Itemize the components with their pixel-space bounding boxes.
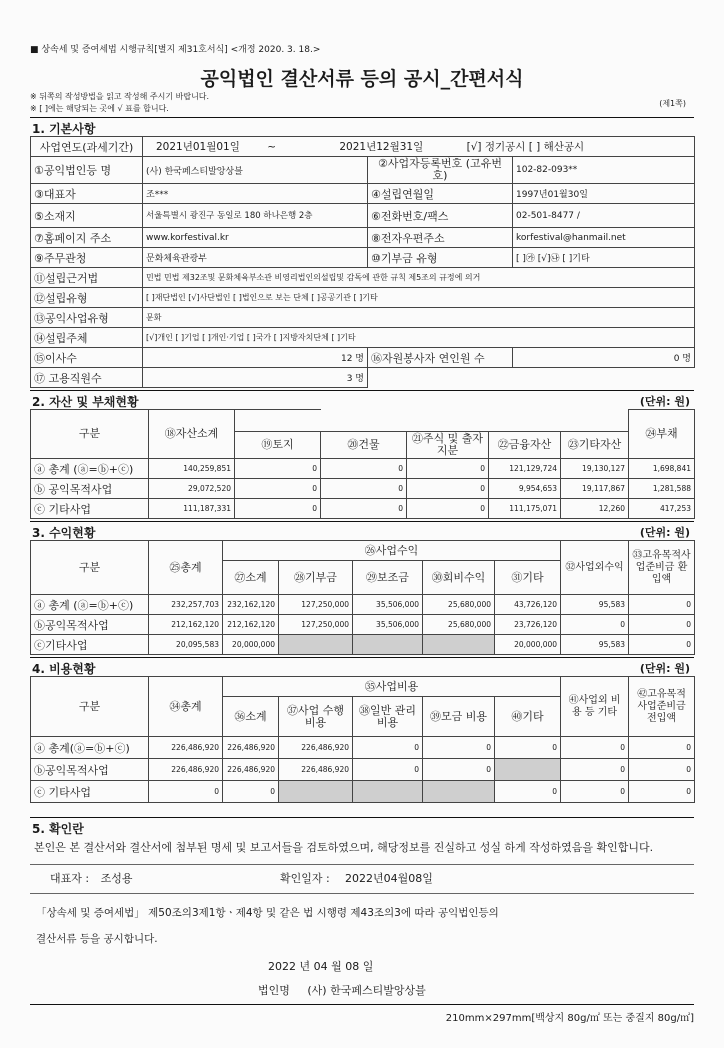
value-cell: 95,583 [561, 635, 629, 655]
section-expense [30, 657, 694, 676]
value-cell: 43,726,120 [495, 595, 561, 615]
assets-table [30, 409, 695, 519]
assets-unit: (단위: 원) [639, 395, 690, 408]
rep-name: 조성용 [100, 872, 133, 885]
rep-value: 조*** [143, 184, 368, 204]
finance-header: ㉒금융자산 [489, 432, 561, 459]
page-number: (제1쪽) [659, 99, 686, 108]
rep-label: ③대표자 [31, 184, 143, 204]
value-cell: 0 [629, 615, 695, 635]
blank-cell [368, 368, 513, 388]
biz-expense-header: ㉟사업비용 [223, 677, 561, 697]
income-gubun-header: 구분 [31, 541, 149, 595]
value-cell: 25,680,000 [423, 595, 495, 615]
value-cell: 29,072,520 [149, 479, 235, 499]
value-cell: 0 [423, 737, 495, 759]
value-cell: 12,260 [561, 499, 629, 519]
value-cell: 0 [235, 499, 321, 519]
employees-value: 3 명 [143, 368, 368, 388]
subsidy-header: ㉙보조금 [353, 561, 423, 595]
row-label: ⓐ 총계 (ⓐ=ⓑ+ⓒ) [31, 595, 149, 615]
declaration-line-1: 「상속세 및 증여세법」 제50조의3제1항ㆍ제4항 및 같은 법 시행령 제43조의3에 따라 공익법인등의 [36, 907, 499, 919]
confirm-date-label: 확인일자 : [280, 872, 330, 885]
corp-label: 법인명 [258, 984, 290, 997]
confirm-text: 본인은 본 결산서와 결산서에 첨부된 명세 및 보고서들을 검토하였으며, 해당정보를 진실하고 성실 하게 작성하였음을 확인합니다. [34, 841, 654, 854]
phone-label: ⑥전화번호/팩스 [368, 204, 513, 228]
value-cell: 0 [629, 635, 695, 655]
section-confirm: 5. 확인란 [30, 817, 694, 836]
address-value: 서울특별시 광진구 동일로 180 하나은행 2층 [143, 204, 368, 228]
form-title: 공익법인 결산서류 등의 공시_간편서식 [200, 68, 524, 90]
table-row [31, 635, 695, 655]
value-cell: 9,954,653 [489, 479, 561, 499]
period-tilde: ~ [267, 141, 277, 153]
value-cell: 35,506,000 [353, 595, 423, 615]
row-label: ⓒ기타사업 [31, 635, 149, 655]
period-label: 사업연도(과세기간) [31, 137, 143, 157]
period-start: 2021년01월01일 [156, 141, 240, 153]
law-value: 민법 민법 제32조및 문화체육부소관 비영리법인의설립및 감독에 관한 규칙 제5조의 규정에 의거 [143, 268, 695, 288]
form-reference: ■ 상속세 및 증여세법 시행규칙[별지 제31호서식] <개정 2020. 3. 18.> [30, 45, 321, 55]
instruction-note: ※ 뒤쪽의 작성방법을 읽고 작성해 주시기 바랍니다. [30, 92, 210, 101]
shaded-cell [423, 781, 495, 803]
table-row [31, 781, 695, 803]
value-cell: 1,281,588 [629, 479, 695, 499]
value-cell: 232,162,120 [223, 595, 279, 615]
declaration-line-2: 결산서류 등을 공시합니다. [36, 933, 158, 945]
value-cell: 0 [149, 781, 223, 803]
email-value: korfestival@hanmail.net [513, 228, 695, 248]
value-cell: 1,698,841 [629, 459, 695, 479]
reserve-expense-header: ㊷고유목적 사업준비금 전입액 [629, 677, 695, 737]
section-assets [30, 390, 694, 409]
row-label: ⓐ 총계(ⓐ=ⓑ+ⓒ) [31, 737, 149, 759]
row-label: ⓐ 총계 (ⓐ=ⓑ+ⓒ) [31, 459, 149, 479]
volunteers-value: 0 명 [513, 348, 695, 368]
value-cell: 0 [353, 759, 423, 781]
homepage-label: ⑦홈페이지 주소 [31, 228, 143, 248]
shaded-cell [279, 635, 353, 655]
law-label: ⑪설립근거법 [31, 268, 143, 288]
value-cell: 0 [423, 759, 495, 781]
value-cell: 0 [629, 595, 695, 615]
assets-title: 2. 자산 및 부채현황 [32, 395, 139, 409]
biz-type-value: 문화 [143, 308, 695, 328]
value-cell: 140,259,851 [149, 459, 235, 479]
shaded-cell [279, 781, 353, 803]
value-cell: 0 [561, 615, 629, 635]
row-label: ⓑ공익목적사업 [31, 759, 149, 781]
donation-type-label: ⑩기부금 유형 [368, 248, 513, 268]
shaded-cell [353, 781, 423, 803]
biz-income-header: ㉖사업수익 [223, 541, 561, 561]
value-cell: 226,486,920 [279, 759, 353, 781]
value-cell: 0 [561, 759, 629, 781]
value-cell: 0 [629, 759, 695, 781]
nonbiz-income-header: ㉜사업외수익 [561, 541, 629, 595]
section-basic: 1. 기본사항 [30, 117, 694, 136]
rep-label: 대표자 : [50, 872, 90, 885]
type-label: ⑫설립유형 [31, 288, 143, 308]
row-label: ⓑ공익목적사업 [31, 615, 149, 635]
authority-label: ⑨주무관청 [31, 248, 143, 268]
type-value: [ ]재단법인 [√]사단법인 [ ]법인으로 보는 단체 [ ]공공기관 [ ]기타 [143, 288, 695, 308]
value-cell: 0 [321, 499, 407, 519]
value-cell: 0 [561, 781, 629, 803]
directors-value: 12 명 [143, 348, 368, 368]
sign-date: 2022 년 04 월 08 일 [268, 960, 374, 973]
value-cell: 226,486,920 [149, 737, 223, 759]
expense-table [30, 676, 695, 803]
other-assets-header: ㉓기타자산 [561, 432, 629, 459]
email-label: ⑧전자우편주소 [368, 228, 513, 248]
phone-value: 02-501-8477 / [513, 204, 695, 228]
expense-subtotal-header: ㊱소계 [223, 697, 279, 737]
value-cell: 20,095,583 [149, 635, 223, 655]
building-header: ⑳건물 [321, 432, 407, 459]
table-row [31, 459, 695, 479]
checkbox-note: ※ [ ]에는 해당되는 곳에 √ 표를 합니다. [30, 104, 169, 113]
corp-name: (사) 한국페스티발앙상블 [307, 984, 426, 997]
fees-header: ㉚회비수익 [423, 561, 495, 595]
value-cell: 0 [321, 479, 407, 499]
period-end: 2021년12월31일 [339, 141, 424, 153]
value-cell: 0 [321, 459, 407, 479]
table-row [31, 499, 695, 519]
corp-name-value: (사) 한국페스티발앙상블 [143, 157, 368, 184]
section-income [30, 521, 694, 540]
value-cell: 226,486,920 [223, 759, 279, 781]
value-cell: 0 [353, 737, 423, 759]
table-row [31, 737, 695, 759]
income-title: 3. 수익현황 [32, 526, 96, 540]
income-other-header: ㉛기타 [495, 561, 561, 595]
expense-gubun-header: 구분 [31, 677, 149, 737]
expense-unit: (단위: 원) [639, 662, 690, 675]
value-cell: 0 [407, 479, 489, 499]
founder-label: ⑭설립주체 [31, 328, 143, 348]
value-cell: 35,506,000 [353, 615, 423, 635]
value-cell: 20,000,000 [495, 635, 561, 655]
income-unit: (단위: 원) [639, 526, 690, 539]
directors-label: ⑮이사수 [31, 348, 143, 368]
period-cell [143, 137, 695, 157]
expense-title: 4. 비용현황 [32, 662, 96, 676]
donation-type-value: [ ]㉮ [√]㉯ [ ]기타 [513, 248, 695, 268]
shaded-cell [423, 635, 495, 655]
paper-spec: 210mm×297mm[백상지 80g/㎡ 또는 중질지 80g/㎡] [30, 1004, 694, 1024]
admin-cost-header: ㊳일반 관리비용 [353, 697, 423, 737]
row-label: ⓒ 기타사업 [31, 781, 149, 803]
land-header: ⑲토지 [235, 432, 321, 459]
value-cell: 20,000,000 [223, 635, 279, 655]
value-cell: 0 [495, 781, 561, 803]
value-cell: 111,175,071 [489, 499, 561, 519]
corp-name-label: ①공익법인등 명 [31, 157, 143, 184]
address-label: ⑤소재지 [31, 204, 143, 228]
income-total-header: ㉕총계 [149, 541, 223, 595]
income-table [30, 540, 695, 655]
value-cell: 417,253 [629, 499, 695, 519]
row-label: ⓑ 공익목적사업 [31, 479, 149, 499]
value-cell: 121,129,724 [489, 459, 561, 479]
value-cell: 127,250,000 [279, 595, 353, 615]
value-cell: 23,726,120 [495, 615, 561, 635]
biz-type-label: ⑬공익사업유형 [31, 308, 143, 328]
stock-header: ㉑주식 및 출자지분 [407, 432, 489, 459]
table-row [31, 479, 695, 499]
table-row [31, 595, 695, 615]
basic-info-table [30, 136, 695, 388]
value-cell: 226,486,920 [223, 737, 279, 759]
founder-value: [√]개인 [ ]기업 [ ]개인·기업 [ ]국가 [ ]지방자치단체 [ ]기타 [143, 328, 695, 348]
table-row [31, 759, 695, 781]
signature-row [30, 864, 694, 894]
row-label: ⓒ 기타사업 [31, 499, 149, 519]
value-cell: 0 [629, 781, 695, 803]
value-cell: 111,187,331 [149, 499, 235, 519]
founded-value: 1997년01월30일 [513, 184, 695, 204]
debt-header: ㉔부채 [629, 410, 695, 459]
expense-other-header: ㊵기타 [495, 697, 561, 737]
assets-gubun-header: 구분 [31, 410, 149, 459]
value-cell: 0 [407, 459, 489, 479]
reserve-income-header: ㉝고유목적사업준비금 환입액 [629, 541, 695, 595]
value-cell: 127,250,000 [279, 615, 353, 635]
value-cell: 95,583 [561, 595, 629, 615]
value-cell: 226,486,920 [279, 737, 353, 759]
confirm-date-value: 2022년04월08일 [345, 872, 433, 885]
shaded-cell [353, 635, 423, 655]
founded-label: ④설립연월일 [368, 184, 513, 204]
value-cell: 212,162,120 [223, 615, 279, 635]
value-cell: 226,486,920 [149, 759, 223, 781]
value-cell: 0 [629, 737, 695, 759]
blank-cell [513, 368, 695, 388]
assets-total-header: ⑱자산소계 [149, 410, 235, 459]
shaded-cell [495, 759, 561, 781]
employees-label: ⑰ 고용직원수 [31, 368, 143, 388]
corp-sign-line [258, 982, 694, 998]
nonbiz-expense-header: ㊶사업외 비용 등 기타 [561, 677, 629, 737]
value-cell: 0 [235, 479, 321, 499]
value-cell: 0 [495, 737, 561, 759]
biz-cost-header: ㊲사업 수행비용 [279, 697, 353, 737]
authority-value: 문화체육관광부 [143, 248, 368, 268]
disclosure-type: [√] 정기공시 [ ] 해산공시 [466, 141, 585, 153]
value-cell: 0 [561, 737, 629, 759]
value-cell: 25,680,000 [423, 615, 495, 635]
value-cell: 0 [223, 781, 279, 803]
volunteers-label: ⑯자원봉사자 연인원 수 [368, 348, 513, 368]
homepage-value: www.korfestival.kr [143, 228, 368, 248]
value-cell: 232,257,703 [149, 595, 223, 615]
expense-total-header: ㉞총계 [149, 677, 223, 737]
value-cell: 0 [235, 459, 321, 479]
value-cell: 19,117,867 [561, 479, 629, 499]
biz-reg-value: 102-82-093** [513, 157, 695, 184]
income-subtotal-header: ㉗소계 [223, 561, 279, 595]
donation-header: ㉘기부금 [279, 561, 353, 595]
value-cell: 0 [407, 499, 489, 519]
fund-cost-header: ㊴모금 비용 [423, 697, 495, 737]
table-row [31, 615, 695, 635]
biz-reg-label: ②사업자등록번호 (고유번호) [368, 157, 513, 184]
value-cell: 19,130,127 [561, 459, 629, 479]
value-cell: 212,162,120 [149, 615, 223, 635]
